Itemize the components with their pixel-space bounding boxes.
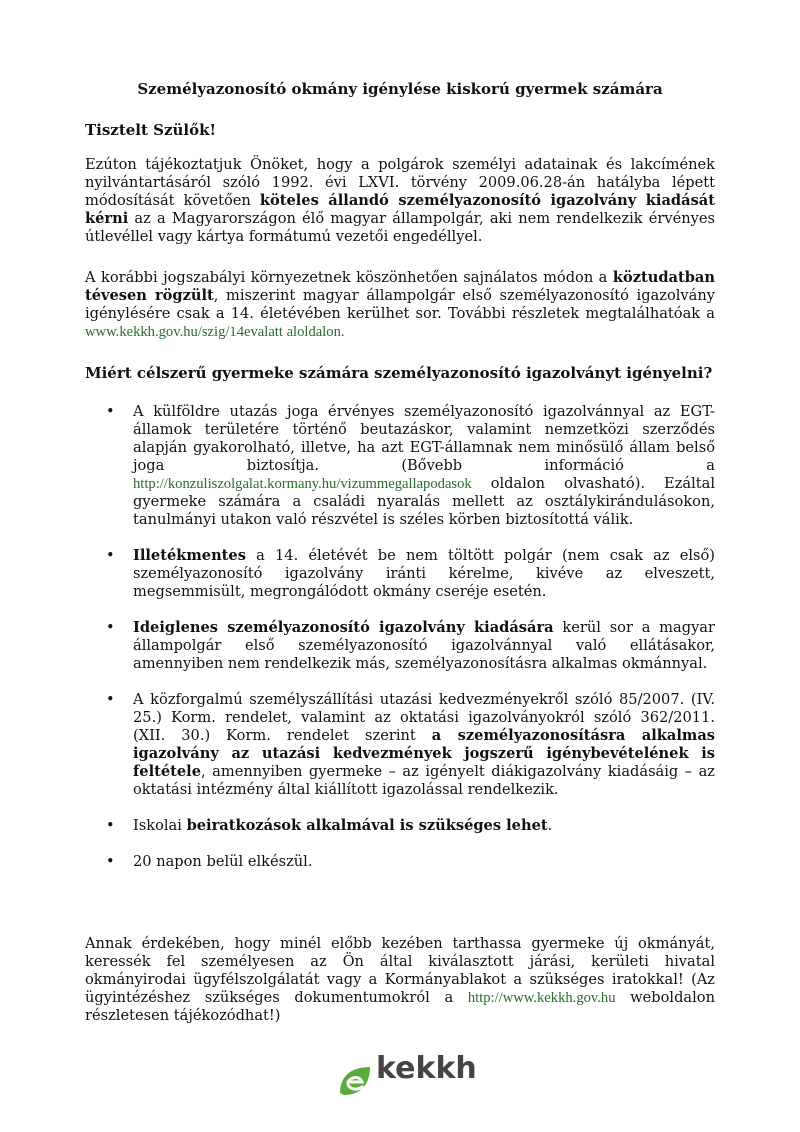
item-bold: Ideiglenes személyazonosító igazolvány kiadására (133, 619, 554, 636)
item-text: a 14. életévét be nem töltött polgár (nem csak az első) személyazonosító igazolvány iránti kérelme, kivéve az elveszett, megsemmisült, megrongálódott okmány cseréje esetén. (133, 547, 715, 600)
history-text-1: A korábbi jogszabályi környezetnek köszönhetően sajnálatos módon a (85, 269, 613, 286)
bullet-icon: • (106, 547, 115, 564)
intro-text-2: az a Magyarországon élő magyar állampolgár, aki nem rendelkezik érvényes útlevéllel vagy kártya formátumú vezetői engedéllyel. (85, 210, 715, 245)
item-text: . (547, 817, 553, 834)
list-item (85, 619, 715, 673)
item-bold: a személyazonosításra alkalmas igazolvány az utazási kedvezmények jogszerű igénybevételének is feltétele (133, 727, 715, 780)
history-bold: köztudatban tévesen rögzült (85, 269, 715, 304)
item-bold: Illetékmentes (133, 547, 246, 564)
document-title: Személyazonosító okmány igénylése kiskorú gyermek számára (137, 80, 663, 98)
item-text: oldalon olvasható). Ezáltal gyermeke számára a családi nyaralás mellett az osztálykirándulásokon, tanulmányi utakon való részvétel is széles körben biztosítottá válik. (133, 475, 715, 528)
closing-text-2: weboldalon részletesen tájékozódhat!) (85, 989, 715, 1024)
bullet-icon: • (106, 403, 115, 420)
history-paragraph (85, 269, 715, 341)
list-item (85, 403, 715, 529)
bullet-icon: • (106, 817, 115, 834)
history-text-3: aloldalon. (282, 324, 345, 340)
intro-paragraph (85, 156, 715, 246)
kekkh-logo-text: kekkh (376, 1051, 477, 1086)
greeting: Tisztelt Szülők! (85, 121, 217, 139)
item-text: Iskolai (133, 817, 187, 834)
item-text: kerül sor a magyar állampolgár első személyazonosító igazolvánnyal való ellátásakor, amennyiben nem rendelkezik más, személyazonosításra alkalmas okmánnyal. (133, 619, 715, 672)
list-item (85, 547, 715, 601)
item-text: 20 napon belül elkészül. (133, 853, 313, 870)
bullet-icon: • (106, 691, 115, 708)
closing-text-1: Annak érdekében, hogy minél előbb kezében tarthassa gyermeke új okmányát, keressék fel személyesen az Ön által kiválasztott járási, kerületi hivatal okmányirodai ügyfélszolgálatát vagy a Kormányablakot a szükséges iratokkal! (Az ügyintézéshez szükséges dokumentumokról a (85, 935, 715, 1006)
kekkh-home-link[interactable]: http://www.kekkh.gov.hu (467, 990, 616, 1006)
list-item (85, 817, 715, 835)
intro-bold: köteles állandó személyazonosító igazolvány kiadását kérni (85, 192, 715, 227)
kekkh-14evalatt-link[interactable]: www.kekkh.gov.hu/szig/14evalatt (85, 324, 283, 340)
section-heading: Miért célszerű gyermeke számára személyazonosító igazolványt igényelni? (85, 364, 713, 382)
item-text: , amennyiben gyermeke – az igényelt diákigazolvány kiadásáig – az oktatási intézmény által kiállított igazolással rendelkezik. (133, 763, 715, 798)
bullet-icon: • (106, 619, 115, 636)
bullet-icon: • (106, 853, 115, 870)
intro-text-1: Ezúton tájékoztatjuk Önöket, hogy a polgárok személyi adatainak és lakcímének nyilvántartásáról szóló 1992. évi LXVI. törvény 2009.06.28-án hatályba lépett módosítását követően (85, 156, 715, 209)
history-text-2: , miszerint magyar állampolgár első személyazonosító igazolvány igénylésére csak a 14. életévében kerülhet sor. További részletek megtalálhatóak a (85, 287, 715, 322)
list-item (85, 691, 715, 799)
reasons-list (85, 403, 715, 889)
kekkh-logo (336, 1051, 477, 1099)
item-text: A külföldre utazás joga érvényes személyazonosító igazolvánnyal az EGT-államok területére történő beutazáskor, valamint nemzetközi szerződés alapján gyakorolható, illetve, ha azt EGT-államnak nem minősülő állam belső joga biztosítja. (Bővebb információ a (133, 403, 715, 474)
item-text: A közforgalmú személyszállítási utazási kedvezményekről szóló 85/2007. (IV. 25.) Korm. rendelet, valamint az oktatási igazolványokról szóló 362/2011. (XII. 30.) Korm. rendelet szerint (133, 691, 715, 744)
kekkh-leaf-icon (336, 1063, 376, 1099)
closing-paragraph (85, 935, 715, 1025)
item-bold: beiratkozások alkalmával is szükséges lehet (186, 817, 548, 834)
konzuli-link[interactable]: http://konzuliszolgalat.kormany.hu/vizummegallapodasok (133, 476, 472, 492)
list-item (85, 853, 715, 871)
